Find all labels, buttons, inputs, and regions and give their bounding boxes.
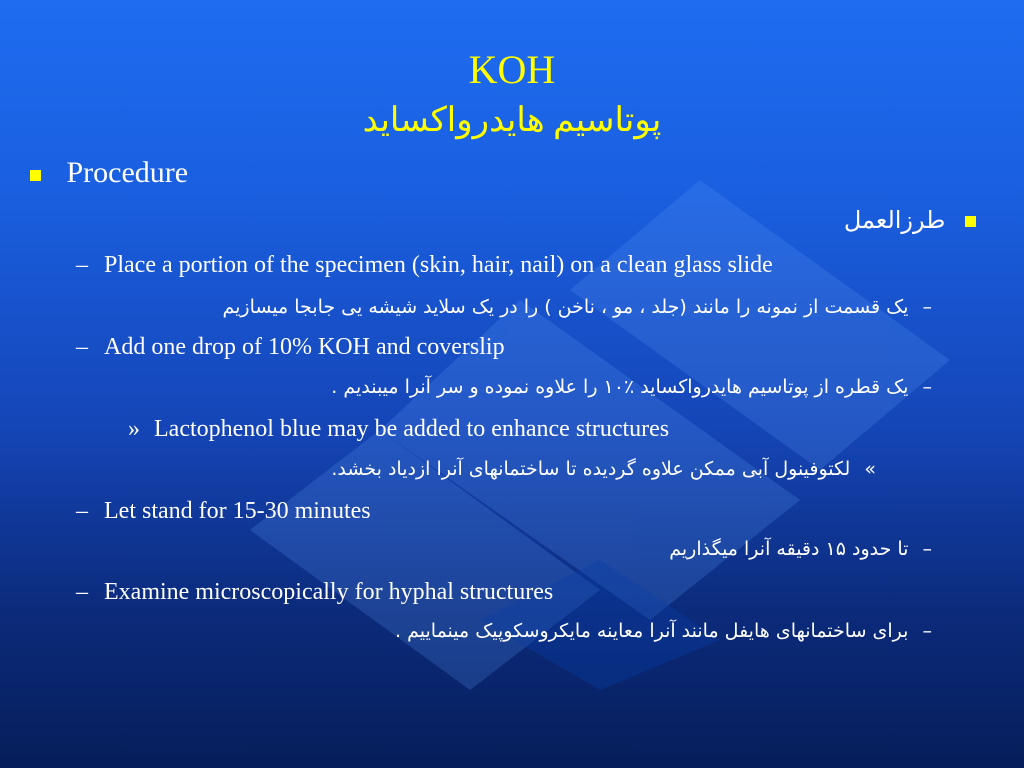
dash-bullet: – (922, 376, 932, 398)
step-2-persian: – یک قطره از پوتاسیم هایدرواکساید ٪۱۰ را علاوه نموده و سر آنرا میبندیم . (331, 376, 932, 398)
substep-lactophenol-persian: » لکتوفینول آبی ممکن علاوه گردیده تا ساختمانهای آنرا ازدیاد بخشد. (331, 458, 876, 480)
slide-title-english: KOH (468, 47, 556, 92)
procedure-heading-english: Procedure (30, 156, 188, 190)
dash-bullet: – (76, 579, 88, 605)
chevron-bullet: » (864, 458, 876, 480)
step-2-english: – Add one drop of 10% KOH and coverslip (76, 334, 505, 360)
dash-bullet: – (76, 498, 88, 524)
square-bullet-icon (965, 216, 976, 227)
procedure-heading-persian: طرزالعمل (844, 206, 976, 234)
step-4-english: – Examine microscopically for hyphal structures (76, 579, 554, 605)
dash-bullet: – (922, 620, 932, 642)
step-1-persian: – یک قسمت از نمونه را مانند (جلد ، مو ، ناخن ) را در یک سلاید شیشه یی جابجا میسازیم (222, 296, 932, 318)
step-4-persian: – برای ساختمانهای هایفل مانند آنرا معاینه مایکروسکوپیک مینماییم . (395, 620, 932, 642)
dash-bullet: – (922, 538, 932, 560)
dash-bullet: – (76, 334, 88, 360)
dash-bullet: – (76, 252, 88, 278)
step-3-english: – Let stand for 15-30 minutes (76, 498, 371, 524)
slide-title-persian: پوتاسیم هایدرواکساید (362, 102, 662, 139)
substep-lactophenol-english: » Lactophenol blue may be added to enhance structures (128, 416, 670, 442)
square-bullet-icon (30, 170, 41, 181)
step-1-english: – Place a portion of the specimen (skin, hair, nail) on a clean glass slide (76, 252, 773, 278)
dash-bullet: – (922, 296, 932, 318)
chevron-bullet: » (128, 416, 140, 442)
step-3-persian: – تا حدود ۱۵ دقیقه آنرا میگذاریم (669, 538, 932, 560)
